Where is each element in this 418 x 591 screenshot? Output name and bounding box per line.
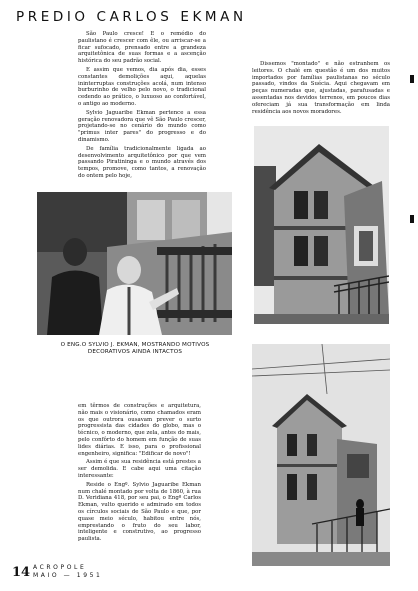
photo-chalet-front [254, 126, 389, 324]
photo-caption: O ENG.O SYLVIO J. EKMAN, MOSTRANDO MOTIVOS DECORATIVOS AINDA INTACTOS [60, 342, 210, 356]
paragraph: Reside o Engº. Sylvio Jaguaribe Ekman num chalé montado por volta de 1860, à rua D. Veridiana 418, por seu pai, o Engº Carlos Ekman, vulto querido e admirado em todos os círculos sociais de São Paulo e que, por quase meio século, habitou entre nós, emprestando o fruto do seu labor, inteligente e construtivo, ao progresso paulista. [78, 481, 201, 543]
page-title: PREDIO CARLOS EKMAN [16, 9, 247, 25]
text-column-right-top [252, 61, 390, 117]
paragraph: em têrmos de construções e arquitetura, não mais o visionário, como chamados eram os que outrora ousavam prever o surto progressista das cidades do globo, mas o técnico, o moderno, que zela, antes do mais, pelo confôrto do homem em função de suas lides diárias. E isso, para o profissional engenheiro, significa: "Edificar de novo"! [78, 403, 201, 457]
photo-engineer-with-railings [37, 192, 232, 335]
magazine-name: ACROPOLE [33, 564, 87, 571]
photo-chalet-side [252, 344, 390, 566]
text-column-left-top [78, 31, 206, 182]
text-column-left-bottom [78, 403, 201, 545]
issue-date: MAIO — 1951 [33, 571, 103, 579]
paragraph: Assim é que sua residência está prestes a ser demolida. E cabe aqui uma citação interessante: [78, 459, 201, 479]
paragraph: De família tradicionalmente ligada ao desenvolvimento arquitetônico por que vem passando Piratininga e o mundo através dos tempos, promove, como tantos, a renovação do ontem pelo hoje, [78, 145, 206, 179]
paragraph: E assim que vemos, dia após dia, esses constantes demolições aqui, aquelas ininterruptas construções acolá, num intenso burburinho de velho pelo novo, o tradicional cedendo ao prático, o luxuoso ao confortável, o antigo ao moderno. [78, 66, 206, 107]
binding-mark [410, 215, 414, 223]
paragraph: Sylvio Jaguaribe Ekman pertence a essa geração renovadora que vê São Paulo crescer, projetando-se no cenário do mundo como "primus inter pares" do progresso e do dinamismo. [78, 109, 206, 143]
page-number: 14 [12, 565, 31, 580]
magazine-footer [33, 564, 102, 579]
binding-mark [410, 75, 414, 83]
paragraph: São Paulo cresce! E o remédio do paulistano é crescer com êle, ou arriscar-se a ficar sufocado, prensado entre a grandeza arquitetônica de suas formas e a ascenção histórica do seu padrão social. [78, 31, 206, 65]
paragraph: Dissemos "montado" e não estranhem os leitores. O chalé em questão é um dos muitos importados por famílias paulistanas no século passado, vindos da Suécia. Aqui chegavam em peças numeradas que, ajustadas, parafusadas e assentadas nos devidos terrenos, em poucos dias ofereciam já sua transformação em linda residência aos novos moradores. [252, 61, 390, 115]
